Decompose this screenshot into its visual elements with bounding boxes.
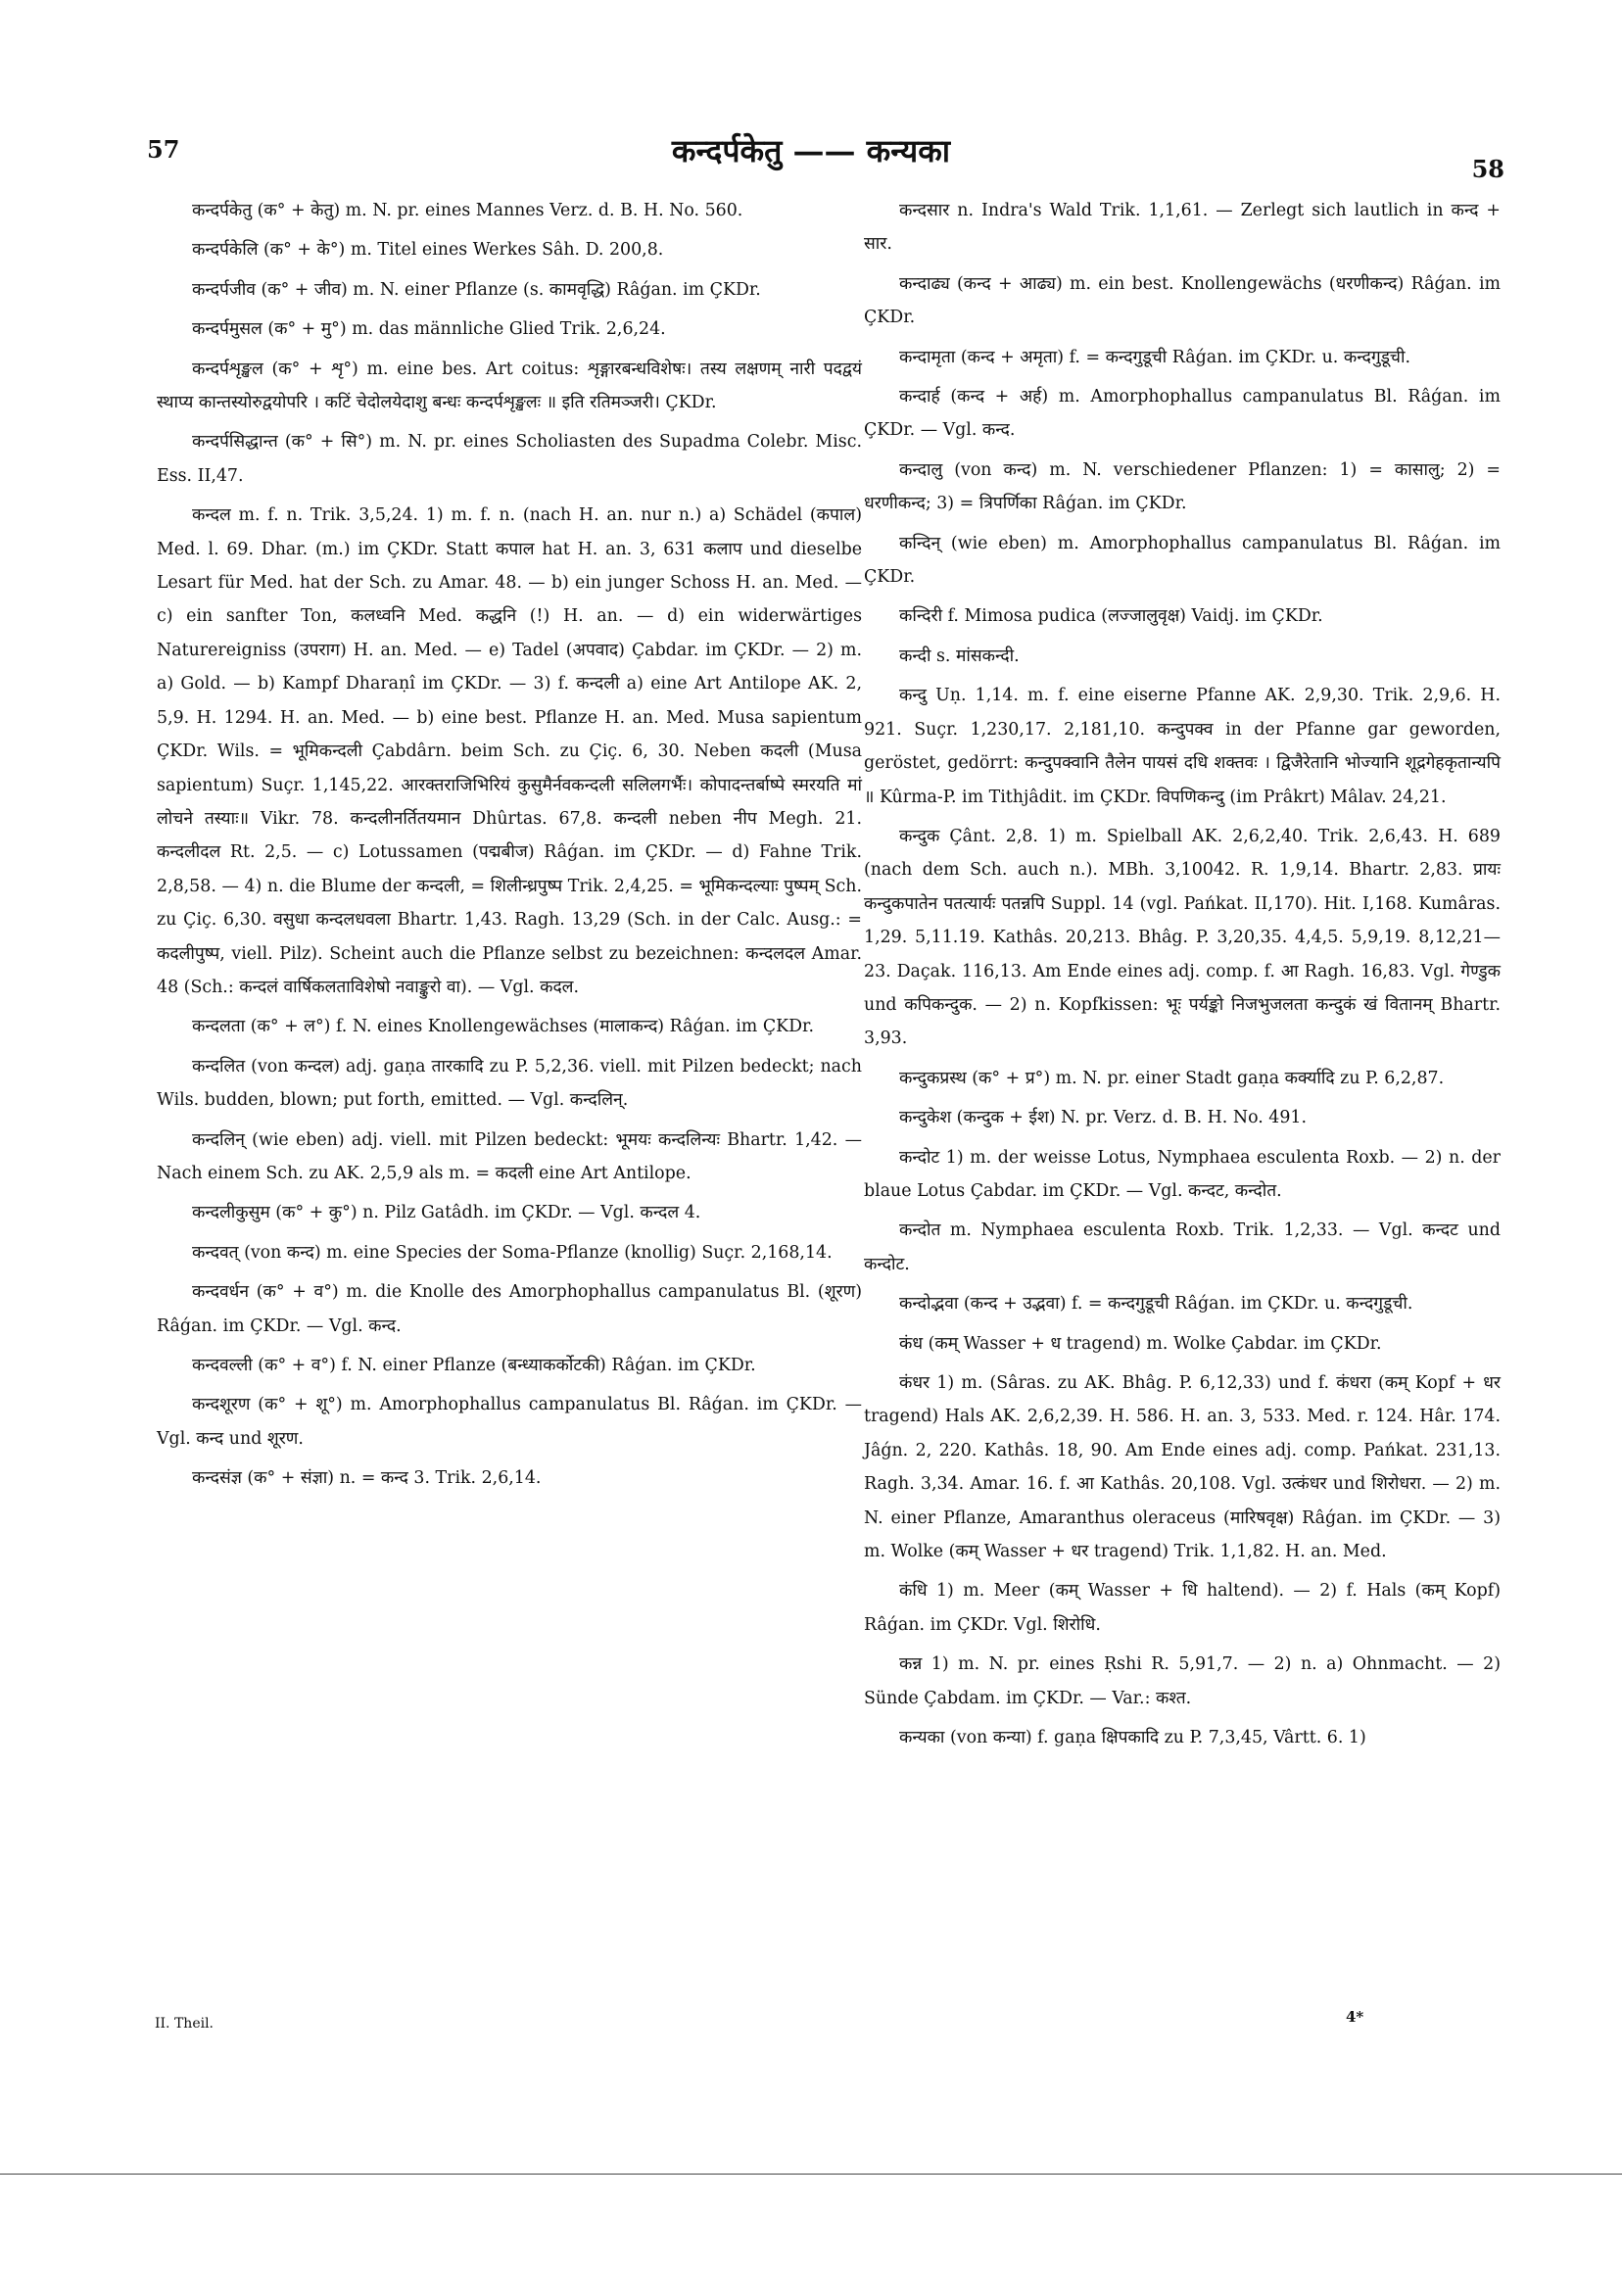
entry: कन्दर्पकेलि (क° + के°) m. Titel eines Werkes Sâh. D. 200,8.: [192, 240, 664, 261]
entry: कन्दुकेश (कन्दुक + ईश) N. pr. Verz. d. B. H. No. 491.: [899, 1108, 1308, 1128]
entry: कन्दाढ्य (कन्द + आढ्य) m. ein best. Knollengewächs (धरणीकन्द) Râǵan. im ÇKDr.: [864, 273, 1501, 328]
entry: कन्दु Uṇ. 1,14. m. f. eine eiserne Pfanne AK. 2,9,30. Trik. 2,9,6. H. 921. Suçr. 1,230,17. 2,181,10. कन्दुपक्व in der Pfanne gar geworden, geröstet, gedörrt: कन्दुपक्वानि तैलेन पायसं दधि शक्तवः । द्विजैरेतानि भोज्यानि शूद्रगेहकृतान्यपि ॥ Kûrma-P. im Tithjâdit. im ÇKDr. विपणिकन्दु (im Prâkrt) Mâlav. 24,21.: [864, 686, 1501, 807]
bottom-rule: [0, 2174, 1622, 2175]
entry: कन्दिरी f. Mimosa pudica (लज्जालुवृक्ष) Vaidj. im ÇKDr.: [899, 606, 1323, 627]
entry: कन्दालु (von कन्द) m. N. verschiedener Pflanzen: 1) = कासालु; 2) = धरणीकन्द; 3) = त्रिपर्णिका Râǵan. im ÇKDr.: [864, 459, 1501, 514]
entry: कन्दसार n. Indra's Wald Trik. 1,1,61. — Zerlegt sich lautlich in कन्द + सार.: [864, 201, 1501, 255]
running-title: कन्दर्पकेतु —— कन्यका: [671, 132, 951, 169]
entry: कन्दोत m. Nymphaea esculenta Roxb. Trik. 1,2,33. — Vgl. कन्दट und कन्दोट.: [864, 1220, 1501, 1274]
entry: कन्दर्पसिद्धान्त (क° + सि°) m. N. pr. eines Scholiasten des Supadma Colebr. Misc. Ess. II,47.: [157, 432, 862, 486]
left-column: [157, 194, 862, 1502]
entry: कन्दलित (von कन्दल) adj. gaṇa तारकादि zu P. 5,2,36. viell. mit Pilzen bedeckt; nach Wils. budden, blown; put forth, emitted. — Vgl. कन्दलिन्.: [157, 1056, 862, 1111]
entry: कन्दोद्भवा (कन्द + उद्भवा) f. = कन्दगुडूची Râǵan. im ÇKDr. u. कन्दगुडूची.: [899, 1294, 1413, 1315]
entry: कन्दवल्ली (क° + व°) f. N. einer Pflanze (बन्ध्याकर्कोटकी) Râǵan. im ÇKDr.: [192, 1356, 756, 1375]
entry: कन्यका (von कन्या) f. gaṇa क्षिपकादि zu P. 7,3,45, Vârtt. 6. 1): [899, 1728, 1366, 1748]
entry: कन्दर्पकेतु (क° + केतु) m. N. pr. eines Mannes Verz. d. B. H. No. 560.: [192, 201, 743, 220]
right-column: [864, 194, 1501, 1760]
entry: कन्दसंज्ञ (क° + संज्ञा) n. = कन्द 3. Trik. 2,6,14.: [192, 1468, 542, 1489]
entry: कंध (कम् Wasser + ध tragend) m. Wolke Çabdar. im ÇKDr.: [899, 1333, 1382, 1354]
entry: कन्दुकप्रस्थ (क° + प्र°) m. N. pr. einer Stadt gaṇa कर्क्यादि zu P. 6,2,87.: [899, 1068, 1445, 1088]
entry: कन्दी s. मांसकन्दी.: [899, 646, 1020, 666]
entry: कन्दर्पशृङ्खल (क° + शृ°) m. eine bes. Art coitus: शृङ्गारबन्धविशेषः। तस्य लक्षणम् नारी पदद्वयं स्थाप्य कान्तस्योरुद्वयोपरि । कटिं चेदोलयेदाशु बन्धः कन्दर्पशृङ्खलः ॥ इति रतिमञ्जरी। ÇKDr.: [157, 359, 862, 413]
entry: कन्दार्ह (कन्द + अर्ह) m. Amorphophallus campanulatus Bl. Râǵan. im ÇKDr. — Vgl. कन्द.: [864, 387, 1501, 441]
entry: कन्दवर्धन (क° + व°) m. die Knolle des Amorphophallus campanulatus Bl. (शूरण) Râǵan. im ÇKDr. — Vgl. कन्द.: [157, 1282, 862, 1336]
entry: कन्दुक Çânt. 2,8. 1) m. Spielball AK. 2,6,2,40. Trik. 2,6,43. H. 689 (nach dem Sch. auch n.). MBh. 3,10042. R. 1,9,14. Bhartr. 2,83. प्रायः कन्दुकपातेन पतत्यार्यः पतन्नपि Suppl. 14 (vgl. Pańkat. II,170). Hit. I,168. Kumâras. 1,29. 5,11.19. Kathâs. 20,213. Bhâg. P. 3,20,35. 4,4,5. 5,9,19. 8,12,21—23. Daçak. 116,13. Am Ende eines adj. comp. f. आ Ragh. 16,83. Vgl. गेण्डुक und कपिकन्दुक. — 2) n. Kopfkissen: भूः पर्यङ्को निजभुजलता कन्दुकं खं वितानम् Bhartr. 3,93.: [864, 826, 1501, 1049]
entry: कन्दोट 1) m. der weisse Lotus, Nymphaea esculenta Roxb. — 2) n. der blaue Lotus Çabdar. im ÇKDr. — Vgl. कन्दट, कन्दोत.: [864, 1147, 1501, 1201]
signature-mark: II. Theil.: [155, 2016, 215, 2032]
entry: कन्दलीकुसुम (क° + कु°) n. Pilz Gatâdh. im ÇKDr. — Vgl. कन्दल 4.: [192, 1203, 701, 1223]
entry: कन्न 1) m. N. pr. eines Ṛshi R. 5,91,7. — 2) n. a) Ohnmacht. — 2) Sünde Çabdam. im ÇKDr. — Var.: कश्त.: [864, 1654, 1501, 1708]
sheet-mark: 4*: [1346, 2008, 1364, 2026]
entry: कन्दर्पजीव (क° + जीव) m. N. einer Pflanze (s. कामवृद्धि) Râǵan. im ÇKDr.: [192, 279, 761, 300]
entry: कन्दिन् (wie eben) m. Amorphophallus campanulatus Bl. Râǵan. im ÇKDr.: [864, 533, 1501, 588]
entry: कन्दामृता (कन्द + अमृता) f. = कन्दगुडूची Râǵan. im ÇKDr. u. कन्दगुडूची.: [899, 347, 1410, 367]
entry: कन्दवत् (von कन्द) m. eine Species der Soma-Pflanze (knollig) Suçr. 2,168,14.: [192, 1242, 833, 1263]
entry: कन्दलता (क° + ल°) f. N. eines Knollengewächses (मालाकन्द) Râǵan. im ÇKDr.: [192, 1017, 814, 1037]
entry: कन्दर्पमुसल (क° + मु°) m. das männliche Glied Trik. 2,6,24.: [192, 319, 666, 340]
page-number-right: 58: [1471, 155, 1504, 183]
entry: कंधि 1) m. Meer (कम् Wasser + धि haltend). — 2) f. Hals (कम् Kopf) Râǵan. im ÇKDr. Vgl. शिरोधि.: [864, 1581, 1501, 1635]
entry: कन्दलिन् (wie eben) adj. viell. mit Pilzen bedeckt: भूमयः कन्दलिन्यः Bhartr. 1,42. — Nach einem Sch. zu AK. 2,5,9 als m. = कदली eine Art Antilope.: [157, 1129, 862, 1183]
entry: कंधर 1) m. (Sâras. zu AK. Bhâg. P. 6,12,33) und f. कंधरा (कम् Kopf + धर tragend) Hals AK. 2,6,2,39. H. 586. H. an. 3, 533. Med. r. 124. Hâr. 174. Jâǵn. 2, 220. Kathâs. 18, 90. Am Ende eines adj. comp. Pańkat. 231,13. Ragh. 3,34. Amar. 16. f. आ Kathâs. 20,108. Vgl. उत्कंधर und शिरोधरा. — 2) m. N. einer Pflanze, Amaranthus oleraceus (मारिषवृक्ष) Râǵan. im ÇKDr. — 3) m. Wolke (कम् Wasser + धर tragend) Trik. 1,1,82. H. an. Med.: [864, 1373, 1501, 1562]
entry: कन्दल m. f. n. Trik. 3,5,24. 1) m. f. n. (nach H. an. nur n.) a) Schädel (कपाल) Med. l. 69. Dhar. (m.) im ÇKDr. Statt कपाल hat H. an. 3, 631 कलाप und dieselbe Lesart für Med. hat der Sch. zu Amar. 48. — b) ein junger Schoss H. an. Med. — c) ein sanfter Ton, कलध्वनि Med. कद्धनि (!) H. an. — d) ein widerwärtiges Naturereigniss (उपराग) H. an. Med. — e) Tadel (अपवाद) Çabdar. im ÇKDr. — 2) m. a) Gold. — b) Kampf Dharaṇî im ÇKDr. — 3) f. कन्दली a) eine Art Antilope AK. 2, 5,9. H. 1294. H. an. Med. — b) eine best. Pflanze H. an. Med. Musa sapientum ÇKDr. Wils. = भूमिकन्दली Çabdârn. beim Sch. zu Çiç. 6, 30. Neben कदली (Musa sapientum) Suçr. 1,145,22. आरक्तराजिभिरियं कुसुमैर्नवकन्दली सलिलगर्भैः। कोपादन्तर्बाष्पे स्मरयति मां लोचने तस्याः॥ Vikr. 78. कन्दलीनर्तितयमान Dhûrtas. 67,8. कन्दली neben नीप Megh. 21. कन्दलीदल Rt. 2,5. — c) Lotussamen (पद्मबीज) Râǵan. im ÇKDr. — d) Fahne Trik. 2,8,58. — 4) n. die Blume der कन्दली, = शिलीन्ध्रपुष्प Trik. 2,4,25. = भूमिकन्दल्याः पुष्पम् Sch. zu Çiç. 6,30. वसुधा कन्दलधवला Bhartr. 1,43. Ragh. 13,29 (Sch. in der Calc. Ausg.: = कदलीपुष्प, viell. Pilz). Scheint auch die Pflanze selbst zu bezeichnen: कन्दलदल Amar. 48 (Sch.: कन्दलं वार्षिकलताविशेषो नवाङ्कुरो वा). — Vgl. कदल.: [157, 505, 862, 997]
entry: कन्दशूरण (क° + शू°) m. Amorphophallus campanulatus Bl. Râǵan. im ÇKDr. — Vgl. कन्द und शूरण.: [157, 1395, 862, 1449]
page-number-left: 57: [147, 135, 180, 164]
